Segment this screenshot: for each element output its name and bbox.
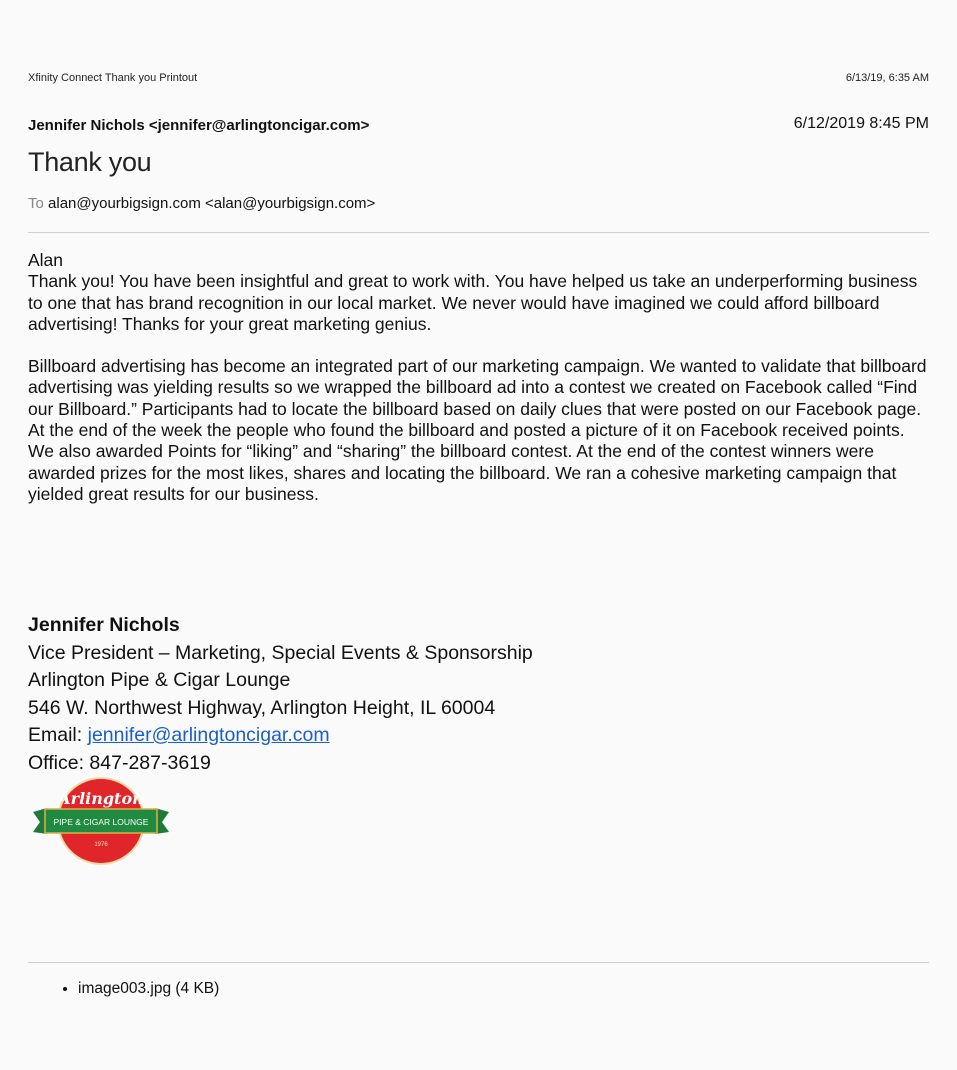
- logo-top-text: Arlington: [58, 789, 144, 808]
- signature-office: Office: 847-287-3619: [28, 751, 211, 774]
- attachments-divider: [28, 962, 929, 963]
- attachment-item[interactable]: • image003.jpg (4 KB): [78, 980, 219, 998]
- signature-company: Arlington Pipe & Cigar Lounge: [28, 669, 291, 691]
- email-body: [28, 250, 928, 505]
- print-title: Xfinity Connect Thank you Printout: [28, 72, 198, 84]
- signature: [28, 612, 533, 777]
- signature-name: Jennifer Nichols: [28, 614, 180, 636]
- print-timestamp: 6/13/19, 6:35 AM: [845, 72, 929, 84]
- signature-email-line: [28, 722, 533, 750]
- logo-banner-text: PIPE & CIGAR LOUNGE: [53, 817, 149, 827]
- sender: Jennifer Nichols <jennifer@arlingtoncigar.com>: [28, 117, 370, 134]
- recipient: alan@yourbigsign.com <alan@yourbigsign.com>: [48, 195, 376, 212]
- logo-year: 1976: [94, 842, 108, 848]
- body-paragraph-1: Thank you! You have been insightful and great to work with. You have helped us take an underperforming business to one that has brand recognition in our local market. We never would have imagined we could afford billboard advertising! Thanks for your great marketing genius.: [28, 271, 918, 334]
- recipient-line: [28, 195, 375, 212]
- signature-email-link[interactable]: jennifer@arlingtoncigar.com: [87, 724, 330, 746]
- to-label: To: [28, 195, 44, 212]
- signature-address: 546 W. Northwest Highway, Arlington Height, IL 60004: [28, 696, 496, 719]
- company-logo: [33, 776, 169, 866]
- email-subject: Thank you: [28, 147, 152, 177]
- signature-title: Vice President – Marketing, Special Events & Sponsorship: [28, 641, 533, 664]
- signature-email-label: Email:: [28, 724, 88, 746]
- body-paragraph-2: Billboard advertising has become an integrated part of our marketing campaign. We wanted to validate that billboard advertising was yielding results so we wrapped the billboard ad into a contest we created on Facebook called “Find our Billboard.” Participants had to locate the billboard based on daily clues that were posted on our Facebook page. At the end of the week the people who found the billboard and posted a picture of it on Facebook received points. We also awarded Points for “liking” and “sharing” the billboard contest. At the end of the contest winners were awarded prizes for the most likes, shares and locating the billboard. We ran a cohesive marketing campaign that yielded great results for our business.: [28, 356, 927, 504]
- header-divider: [28, 232, 929, 233]
- greeting: Alan: [28, 250, 64, 270]
- attachment-list: [58, 980, 219, 998]
- sent-date: 6/12/2019 8:45 PM: [793, 115, 929, 132]
